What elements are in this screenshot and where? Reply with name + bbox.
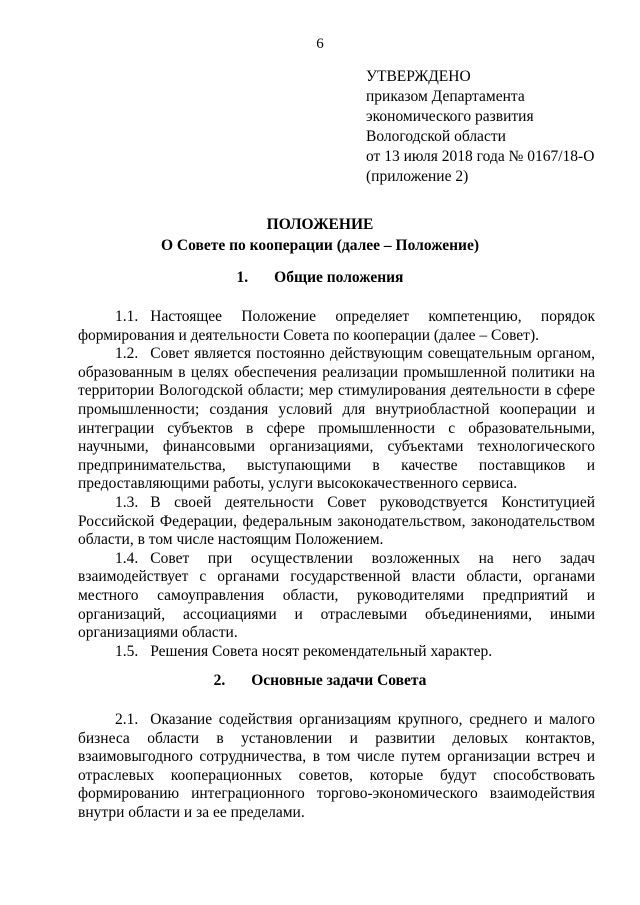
paragraph-number: 1.5. bbox=[115, 642, 139, 660]
approval-line: Вологодской области bbox=[366, 128, 506, 145]
section-number: 1. bbox=[236, 269, 249, 286]
paragraph-text: Решения Совета носят рекомендательный характер. bbox=[150, 642, 493, 660]
section-2-body bbox=[78, 711, 595, 823]
paragraph-text: Настоящее Положение определяет компетенцию, порядок формирования и деятельности Совета по кооперации (далее – Совет). bbox=[78, 308, 595, 344]
paragraph bbox=[78, 550, 595, 643]
approval-line: (приложение 2) bbox=[366, 168, 469, 185]
paragraph-number: 1.4. bbox=[115, 549, 139, 567]
paragraph-number: 2.1. bbox=[115, 711, 139, 728]
title-main: ПОЛОЖЕНИЕ bbox=[266, 216, 374, 233]
paragraph bbox=[78, 711, 595, 823]
paragraph bbox=[78, 494, 595, 550]
section-number: 2. bbox=[213, 672, 226, 689]
approval-line: от 13 июля 2018 года № 0167/18-О bbox=[366, 148, 595, 165]
section-1-body bbox=[78, 308, 595, 661]
section-title: Основные задачи Совета bbox=[251, 672, 427, 689]
section-heading bbox=[0, 269, 640, 287]
approval-line: приказом Департамента bbox=[366, 88, 525, 105]
paragraph bbox=[78, 308, 595, 345]
document-title bbox=[0, 214, 640, 256]
approval-stamp bbox=[366, 67, 594, 187]
section-heading bbox=[0, 672, 640, 690]
paragraph-text: В своей деятельности Совет руководствуется Конституцией Российской Федерации, федеральным законодательством, законодательством области, в том числе настоящим Положением. bbox=[78, 493, 595, 549]
approval-line: экономического развития bbox=[366, 108, 534, 125]
title-sub: О Совете по кооперации (далее – Положение) bbox=[160, 237, 480, 254]
paragraph-text: Совет при осуществлении возложенных на него задач взаимодействует с органами государственной власти области, органами местного самоуправления области, руководителями предприятий и организаций, ассоциациями и отраслевыми объединениями, иными организациями области. bbox=[78, 549, 595, 642]
paragraph bbox=[78, 345, 595, 494]
paragraph-number: 1.3. bbox=[115, 493, 139, 511]
paragraph-text: Совет является постоянно действующим совещательным органом, образованным в целях обеспечения реализации промышленной политики на территории Вологодской области; мер стимулирования деятельности в сфере промышленности; создания условий для внутриобластной кооперации и интеграции субъектов в сфере промышленности с образовательными, научными, финансовыми организациями, субъектами технологического предпринимательства, выступающими в качестве поставщиков и предоставляющими работы, услуги высококачественного сервиса. bbox=[78, 345, 595, 493]
section-title: Общие положения bbox=[274, 269, 404, 286]
paragraph-number: 1.1. bbox=[115, 308, 139, 325]
paragraph-number: 1.2. bbox=[115, 345, 139, 363]
paragraph-text: Оказание содействия организациям крупного, среднего и малого бизнеса области в установлении и развитии деловых контактов, взаимовыгодного сотрудничества, в том числе путем организации встреч и отраслевых кооперационных советов, которые будут способствовать формированию интеграционного торгово-экономического взаимодействия внутри области и за ее пределами. bbox=[78, 711, 595, 821]
page-number: 6 bbox=[316, 36, 324, 52]
paragraph bbox=[78, 643, 595, 662]
approval-line: УТВЕРЖДЕНО bbox=[366, 68, 471, 85]
